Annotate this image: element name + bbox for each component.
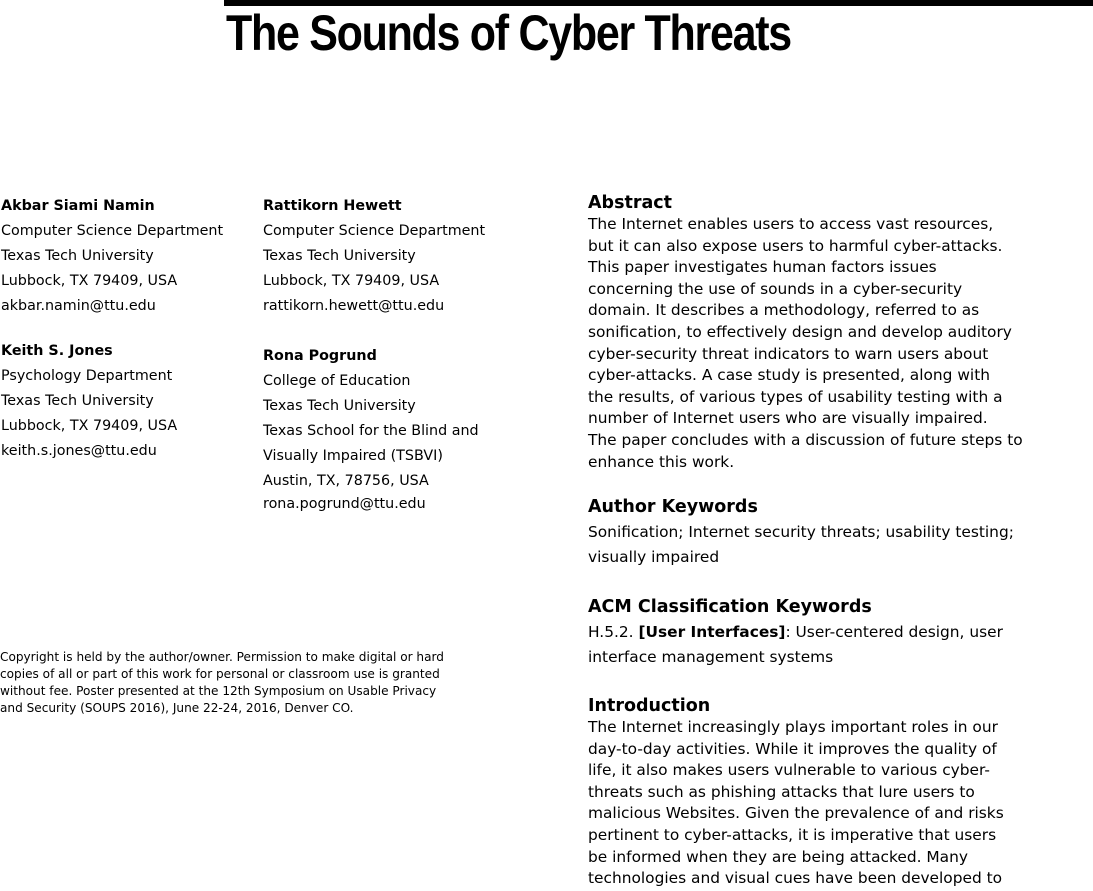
author-keywords-section (588, 496, 1014, 569)
author-pogrund (263, 344, 479, 514)
copyright-line: and Security (SOUPS 2016), June 22-24, 2016, Denver CO. (0, 701, 354, 715)
text-line: be informed when they are being attacked. Many (588, 847, 968, 866)
text-line: pertinent to cyber-attacks, it is imperative that users (588, 825, 997, 844)
text-line: threats such as phishing attacks that lure users to (588, 782, 975, 801)
author-affiliation: Computer Science Department (263, 223, 486, 239)
copyright-line: without fee. Poster presented at the 12th Symposium on Usable Privacy (0, 684, 437, 698)
acm-section (588, 596, 1003, 669)
acm-line (588, 620, 1003, 645)
copyright-line: copies of all or part of this work for personal or classroom use is granted (0, 667, 440, 681)
abstract-section (588, 192, 1023, 473)
author-affiliation: Texas Tech University (263, 398, 416, 414)
keywords-heading: Author Keywords (588, 497, 758, 517)
author-name: Akbar Siami Namin (1, 198, 155, 214)
author-affiliation: College of Education (263, 373, 411, 389)
introduction-section (588, 695, 1004, 890)
author-name: Keith S. Jones (1, 343, 113, 359)
author-affiliation: Psychology Department (1, 368, 173, 384)
author-affiliation: Lubbock, TX 79409, USA (1, 273, 178, 289)
author-affiliation: Lubbock, TX 79409, USA (1, 418, 178, 434)
text-line: sonification, to effectively design and develop auditory (588, 322, 1012, 341)
author-affiliation: Austin, TX, 78756, USA (263, 473, 429, 489)
author-email: akbar.namin@ttu.edu (1, 298, 156, 314)
text-line: enhance this work. (588, 452, 735, 471)
author-name: Rattikorn Hewett (263, 198, 402, 214)
author-affiliation: Texas Tech University (1, 393, 154, 409)
author-namin (1, 194, 223, 319)
text-line: cyber-security threat indicators to warn users about (588, 344, 989, 363)
author-name: Rona Pogrund (263, 348, 377, 364)
text-line: The Internet enables users to access vast resources, (588, 215, 994, 233)
keywords-line: Sonification; Internet security threats; usability testing; (588, 523, 1014, 541)
introduction-heading: Introduction (588, 696, 711, 716)
text-line: the results, of various types of usability testing with a (588, 387, 1003, 406)
author-affiliation: Visually Impaired (TSBVI) (263, 448, 443, 464)
author-affiliation: Computer Science Department (1, 223, 224, 239)
copyright-line: Copyright is held by the author/owner. Permission to make digital or hard (0, 650, 444, 664)
author-jones (1, 339, 177, 464)
text-line: concerning the use of sounds in a cyber-security (588, 279, 963, 298)
abstract-heading: Abstract (588, 193, 673, 213)
acm-line: interface management systems (588, 647, 834, 666)
copyright-notice (0, 649, 444, 717)
author-email: rattikorn.hewett@ttu.edu (263, 298, 445, 314)
author-email: rona.pogrund@ttu.edu (263, 496, 426, 512)
text-line: malicious Websites. Given the prevalence of and risks (588, 804, 1004, 823)
text-line: cyber-attacks. A case study is presented, along with (588, 366, 990, 385)
author-affiliation: Texas Tech University (263, 248, 416, 264)
author-affiliation: Texas School for the Blind and (263, 423, 479, 439)
author-affiliation: Texas Tech University (1, 248, 154, 264)
text-line: This paper investigates human factors issues (588, 258, 937, 277)
acm-heading: ACM Classification Keywords (588, 597, 872, 617)
text-line: life, it also makes users vulnerable to various cyber- (588, 761, 990, 780)
text-line: technologies and visual cues have been developed to (588, 869, 1003, 888)
text-line: number of Internet users who are visually impaired. (588, 409, 988, 428)
author-hewett (263, 194, 485, 319)
author-email: keith.s.jones@ttu.edu (1, 443, 157, 459)
acm-description: : User-centered design, user (785, 623, 1003, 641)
text-line: domain. It describes a methodology, referred to as (588, 301, 980, 320)
text-line: day-to-day activities. While it improves the quality of (588, 739, 997, 758)
text-line: The paper concludes with a discussion of future steps to (588, 430, 1023, 449)
paper-title: The Sounds of Cyber Threats (226, 5, 791, 61)
acm-code: H.5.2. (588, 623, 639, 641)
acm-category: [User Interfaces] (638, 623, 786, 641)
text-line: but it can also expose users to harmful cyber-attacks. (588, 236, 1003, 255)
text-line: The Internet increasingly plays important roles in our (588, 718, 998, 736)
author-affiliation: Lubbock, TX 79409, USA (263, 273, 440, 289)
keywords-line: visually impaired (588, 547, 720, 566)
